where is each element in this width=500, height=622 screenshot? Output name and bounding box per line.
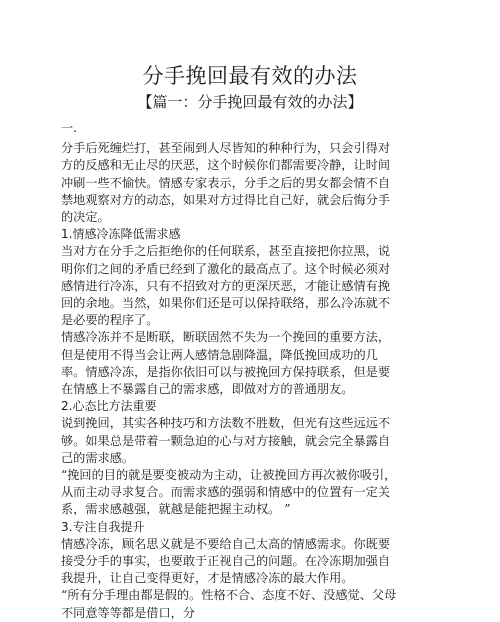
paragraph-2a: 说到挽回，其实各种技巧和方法数不胜数，但光有这些远远不够。如果总是带着一颗急迫的心与对方接触，就会完全暴露自己的需求感。 [61,416,391,465]
paragraph-1a: 当对方在分手之后拒绝你的任何联系，甚至直接把你拉黑，说明你们之间的矛盾已经到了激化的最高点了。这个时候必须对感情进行冷冻，只有不招致对方的更深厌恶，才能让感情有挽回的余地。当然，如果你们还是可以保持联络，那么冷冻就不是必要的程序了。 [61,244,391,328]
paragraph-intro: 分手后死缠烂打，甚至闹到人尽皆知的种种行为，只会引得对方的反感和无止尽的厌恶，这个时候你们都需要冷静，让时间冲刷一些不愉快。情感专家表示，分手之后的男女都会情不自禁地观察对方的动态，如果对方过得比自己好，就会后悔分手的决定。 [61,141,391,225]
heading-1: 1.情感冷冻降低需求感 [61,227,181,242]
heading-3: 3.专注自我提升 [61,519,145,534]
paragraph-1b: 情感冷冻并不是断联，断联固然不失为一个挽回的重要方法，但是使用不得当会让两人感情急剧降温，降低挽回成功的几率。情感冷冻，是指你依旧可以与被挽回方保持联系，但是要在情感上不暴露自己的需求感，即做对方的普通朋友。 [61,330,391,397]
paragraph-3a: 情感冷冻，顾名思义就是不要给自己太高的情感需求。你既要接受分手的事实，也要敢于正视自己的问题。在冷冻期加强自我提升，让自己变得更好，才是情感冷冻的最大作用。 [61,536,391,586]
section-mark: 一. [61,121,78,135]
document-subtitle: 【篇一：分手挽回最有效的办法】 [137,93,363,111]
quote-2: “挽回的目的就是要变被动为主动，让被挽回方再次被你吸引，从而主动寻求复合。而需求感的强弱和情感中的位置有一定关系，需求感越强，就越是能把握主动权。 ” [61,468,397,517]
heading-2: 2.心态比方法重要 [61,399,157,414]
document-body [61,120,401,622]
document-title: 分手挽回最有效的办法 [142,64,358,88]
quote-3: “所有分手理由都是假的。性格不合、态度不好、没感觉、父母不同意等等都是借口，分 [61,588,397,620]
